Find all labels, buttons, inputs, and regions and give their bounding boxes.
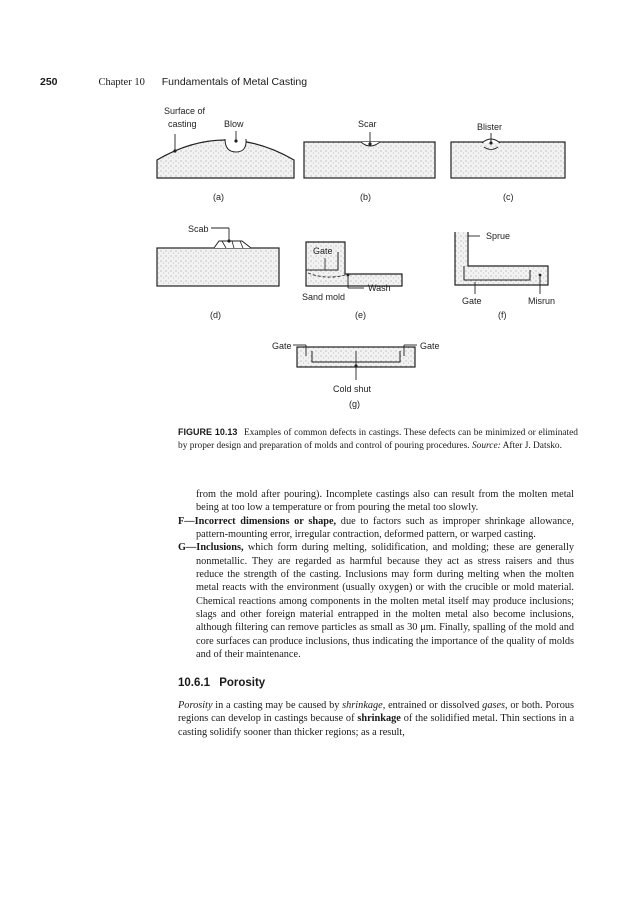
item-f-heading: F—Incorrect dimensions or shape, (178, 515, 337, 527)
diagram-b-scar (304, 119, 435, 202)
figure-caption (178, 426, 578, 452)
sublabel-c: (c) (503, 192, 514, 202)
porosity-text-d: of the solidified metal. Thin sections in a casting solidify sooner than thicker regions; as a result, (178, 713, 575, 738)
label-gate-f: Gate (462, 296, 482, 306)
label-cold-shut: Cold shut (333, 384, 372, 394)
list-item-g (178, 541, 574, 661)
label-gate-g-right: Gate (420, 341, 440, 351)
item-f-text: due to factors such as improper shrinkage allowance, pattern-mounting error, irregular contraction, deformed pattern, or warped casting. (196, 515, 574, 541)
page-number: 250 (40, 76, 58, 88)
label-blister: Blister (477, 122, 503, 132)
label-scab: Scab (188, 224, 209, 234)
sublabel-g: (g) (349, 399, 360, 409)
label-surface-of-casting-2: casting (168, 119, 197, 129)
label-gate-e: Gate (313, 246, 333, 256)
term-porosity: Porosity (178, 699, 213, 711)
sublabel-e: (e) (355, 310, 366, 320)
label-sand-mold: Sand mold (302, 292, 346, 302)
term-gases: gases, (482, 699, 508, 711)
figure-number: FIGURE 10.13 (178, 427, 238, 437)
item-g-heading: G—Inclusions, (178, 542, 244, 554)
sublabel-f: (f) (498, 310, 507, 320)
diagram-a-blow (157, 106, 294, 202)
label-misrun: Misrun (528, 296, 556, 306)
list-item-f (178, 515, 574, 542)
porosity-text-a: in a casting may be caused by (215, 699, 340, 711)
chapter-number: Chapter 10 (98, 77, 145, 88)
label-wash: Wash (368, 283, 391, 293)
label-surface-of-casting: Surface of (164, 106, 206, 116)
section-title: Porosity (219, 677, 266, 690)
porosity-paragraph (178, 699, 574, 739)
label-blow: Blow (224, 119, 244, 129)
defects-figure (0, 0, 636, 420)
continuation-paragraph: from the mold after pouring). Incomplete castings also can result from the molten metal being at too low a temperature or from pouring the metal too slowly. (196, 489, 574, 514)
term-shrinkage-bold: shrinkage (357, 713, 401, 725)
diagram-e-wash (302, 242, 402, 320)
label-sprue: Sprue (486, 231, 511, 241)
sublabel-d: (d) (210, 310, 221, 320)
section-heading (178, 677, 574, 690)
label-scar: Scar (358, 119, 377, 129)
caption-source-label: Source: (471, 440, 501, 451)
term-shrinkage: shrinkage, (342, 699, 386, 711)
porosity-text-b: entrained or dissolved (388, 699, 480, 711)
diagram-c-blister (451, 122, 565, 202)
sublabel-a: (a) (213, 192, 224, 202)
caption-source: After J. Datsko. (502, 440, 562, 451)
sublabel-b: (b) (360, 192, 371, 202)
body-text (178, 488, 574, 739)
chapter-title: Fundamentals of Metal Casting (161, 76, 308, 88)
porosity-text-c: or both. Porous regions can develop in castings because of (178, 699, 574, 725)
diagram-d-scab (157, 224, 279, 320)
label-gate-g-left: Gate (272, 341, 292, 351)
diagram-g-cold-shut (272, 341, 440, 409)
diagram-f-misrun (455, 231, 555, 320)
caption-text: Examples of common defects in castings. These defects can be minimized or eliminated by proper design and preparation of molds and control of pouring procedures. (178, 428, 578, 451)
section-number: 10.6.1 (178, 677, 210, 690)
item-g-text: which form during melting, solidification, and molding; these are generally nonmetallic. They are regarded as harmful because they act as stress raisers and thus reduce the strength of the casting. Inclusions may form during melting when the molten metal reacts with the environment (usually oxygen) or with the crucible or mold material. Chemical reactions among components in the molten metal itself may produce inclusions; slags and other foreign material entrapped in the molten metal also become inclusions, although filtering can remove particles as small as 30 μm. Finally, spalling of the mold and core surfaces can produce inclusions, thus indicating the importance of the quality of molds and of their maintenance. (196, 542, 574, 661)
